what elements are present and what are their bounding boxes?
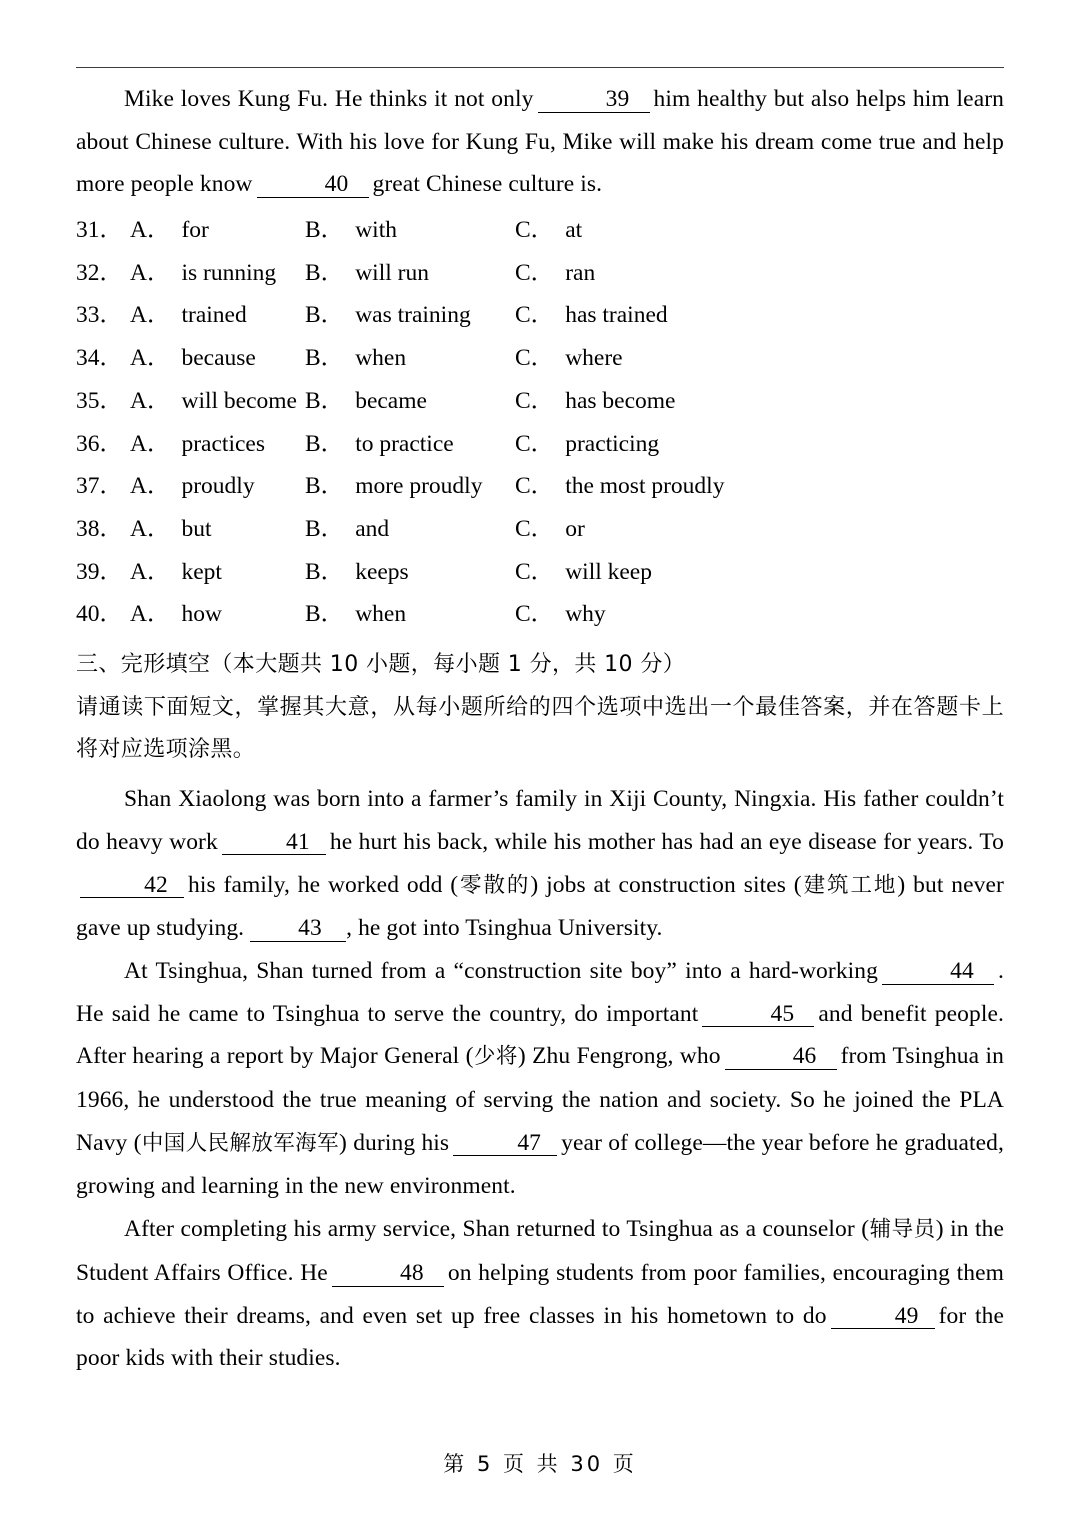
- option-row: [76, 338, 1004, 381]
- blank-41[interactable]: 41: [222, 830, 326, 856]
- option-a[interactable]: [130, 509, 305, 543]
- option-c-key: C．: [515, 430, 555, 457]
- option-b-key: B．: [305, 558, 345, 585]
- page-footer: 第 5 页 共 30 页: [443, 1452, 637, 1476]
- gloss-odd: 零散的: [458, 872, 531, 898]
- option-b[interactable]: [305, 466, 515, 500]
- option-b-label: to practice: [355, 430, 454, 457]
- passage-text: , he got into Tsinghua University.: [346, 915, 663, 942]
- option-c[interactable]: [515, 381, 675, 415]
- option-b[interactable]: [305, 338, 515, 372]
- option-b[interactable]: [305, 594, 515, 628]
- question-number: 32．: [76, 259, 123, 286]
- question-number: 36．: [76, 430, 123, 457]
- passage-text: After completing his army service, Shan returned to Tsinghua as a counselor (: [124, 1216, 870, 1243]
- option-b-label: and: [355, 515, 390, 542]
- option-b-key: B．: [305, 430, 345, 457]
- option-b[interactable]: [305, 509, 515, 543]
- cloze-tail-paragraph: [76, 78, 1004, 206]
- option-b-key: B．: [305, 473, 345, 500]
- question-number: 31．: [76, 217, 123, 244]
- passage-paragraph-3: [76, 1208, 1004, 1380]
- option-a-label: but: [181, 515, 212, 542]
- option-c-label: at: [565, 217, 583, 244]
- option-a[interactable]: [130, 466, 305, 500]
- option-c-key: C．: [515, 217, 555, 244]
- question-number: 39．: [76, 558, 123, 585]
- option-row: [76, 253, 1004, 296]
- option-c-key: C．: [515, 473, 555, 500]
- option-c-key: C．: [515, 387, 555, 414]
- passage-text: ) jobs at construction sites (: [530, 871, 802, 898]
- blank-40[interactable]: 40: [257, 172, 369, 198]
- option-a-key: A．: [130, 387, 171, 414]
- option-b-key: B．: [305, 515, 345, 542]
- question-number: 37．: [76, 473, 123, 500]
- option-a-key: A．: [130, 558, 171, 585]
- option-b-key: B．: [305, 217, 345, 244]
- option-c[interactable]: [515, 338, 623, 372]
- cloze-tail-text-1: Mike loves Kung Fu. He thinks it not only: [124, 86, 534, 112]
- gloss-counselor: 辅导员: [869, 1217, 936, 1243]
- option-c[interactable]: [515, 253, 595, 287]
- blank-48[interactable]: 48: [332, 1261, 444, 1287]
- option-b-label: when: [355, 601, 407, 628]
- blank-46[interactable]: 46: [725, 1044, 837, 1070]
- option-c[interactable]: [515, 594, 606, 628]
- option-c[interactable]: [515, 466, 724, 500]
- option-b[interactable]: [305, 210, 515, 244]
- option-row: [76, 552, 1004, 595]
- options-list: [76, 210, 1004, 637]
- option-b-key: B．: [305, 302, 345, 329]
- option-c-key: C．: [515, 345, 555, 372]
- passage-paragraph-1: [76, 778, 1004, 950]
- option-row: [76, 466, 1004, 509]
- option-a-key: A．: [130, 473, 171, 500]
- page-content: [76, 78, 1004, 1380]
- option-a-label: practices: [181, 430, 265, 457]
- option-c-key: C．: [515, 601, 555, 628]
- question-number: 40．: [76, 601, 123, 628]
- passage-text: At Tsinghua, Shan turned from a “construction site boy” into a hard-working: [124, 957, 879, 984]
- option-c-key: C．: [515, 515, 555, 542]
- option-b[interactable]: [305, 424, 515, 458]
- blank-42[interactable]: 42: [80, 873, 184, 899]
- passage-text: for the poor kids with their studies.: [76, 1302, 1005, 1372]
- option-c-label: will keep: [565, 558, 652, 585]
- option-a-label: how: [181, 601, 222, 628]
- blank-47[interactable]: 47: [453, 1131, 557, 1157]
- gloss-major-general: 少将: [473, 1044, 518, 1070]
- option-a-key: A．: [130, 302, 171, 329]
- gloss-pla-navy: 中国人民解放军海军: [141, 1130, 339, 1156]
- option-a[interactable]: [130, 552, 305, 586]
- option-row: [76, 381, 1004, 424]
- option-a-key: A．: [130, 259, 171, 286]
- option-a[interactable]: [130, 424, 305, 458]
- blank-43[interactable]: 43: [250, 916, 346, 942]
- option-a-key: A．: [130, 601, 171, 628]
- passage-text: ) Zhu Fengrong, who: [517, 1043, 721, 1070]
- passage-text: from Tsinghua in 1966, he understood the true meaning of serving the nation and society. So he joined the PLA Navy (: [76, 1043, 1004, 1156]
- passage-text: ) during his: [339, 1129, 450, 1156]
- option-c[interactable]: [515, 552, 652, 586]
- option-c-label: has trained: [565, 302, 668, 329]
- option-c[interactable]: [515, 509, 585, 543]
- option-b-label: was training: [355, 302, 471, 329]
- option-b[interactable]: [305, 295, 515, 329]
- option-row: [76, 210, 1004, 253]
- option-b-key: B．: [305, 601, 345, 628]
- option-c-label: has become: [565, 387, 676, 414]
- option-a[interactable]: [130, 295, 305, 329]
- option-a-key: A．: [130, 345, 171, 372]
- cloze-tail-text-2: him healthy but also helps him learn about Chinese culture. With his love for Kung Fu, Mike will make his dream come true and help more people know: [76, 86, 1004, 198]
- option-b-label: when: [355, 345, 407, 372]
- option-a-label: for: [181, 217, 209, 244]
- option-a-label: because: [181, 345, 256, 372]
- option-row: [76, 295, 1004, 338]
- blank-39[interactable]: 39: [538, 87, 650, 113]
- option-c-label: why: [565, 601, 606, 628]
- question-number: 34．: [76, 345, 123, 372]
- section-heading: 三、完形填空（本大题共 10 小题，每小题 1 分，共 10 分）: [76, 651, 686, 677]
- option-c-label: or: [565, 515, 585, 542]
- cloze-tail-text-3: great Chinese culture is.: [372, 171, 603, 198]
- option-b-label: will run: [355, 259, 429, 286]
- option-b[interactable]: [305, 253, 515, 287]
- blank-45[interactable]: 45: [702, 1002, 814, 1028]
- section-instruction: 请通读下面短文，掌握其大意，从每小题所给的四个选项中选出一个最佳答案，并在答题卡上将对应选项涂黑。: [76, 694, 1004, 763]
- option-a-key: A．: [130, 217, 171, 244]
- option-row: [76, 424, 1004, 467]
- option-b[interactable]: [305, 381, 515, 415]
- option-row: [76, 594, 1004, 637]
- option-c-label: the most proudly: [565, 473, 725, 500]
- option-a[interactable]: [130, 338, 305, 372]
- option-c-key: C．: [515, 558, 555, 585]
- option-c[interactable]: [515, 210, 582, 244]
- passage-text: Shan Xiaolong was born into a farmer’s family in Xiji County, Ningxia. His father couldn’t do heavy work: [76, 786, 1004, 855]
- option-b-key: B．: [305, 345, 345, 372]
- option-b-label: keeps: [355, 558, 409, 585]
- option-c-key: C．: [515, 302, 555, 329]
- option-a-label: proudly: [181, 473, 255, 500]
- option-a-label: is running: [181, 259, 277, 286]
- option-row: [76, 509, 1004, 552]
- option-b-label: became: [355, 387, 427, 414]
- passage-text: he hurt his back, while his mother has had an eye disease for years. To: [329, 828, 1004, 855]
- option-b-label: with: [355, 217, 397, 244]
- option-c-key: C．: [515, 259, 555, 286]
- blank-44[interactable]: 44: [882, 959, 994, 985]
- passage-text: on helping students from poor families, encouraging them to achieve their dreams, and even set up free classes in his hometown to do: [76, 1259, 1004, 1329]
- option-b-key: B．: [305, 259, 345, 286]
- option-a[interactable]: [130, 253, 305, 287]
- question-number: 35．: [76, 387, 123, 414]
- blank-49[interactable]: 49: [831, 1304, 935, 1330]
- option-a-label: will become: [181, 387, 297, 414]
- passage-text: ) in the Student Affairs Office. He: [76, 1216, 1004, 1286]
- passage-text: . He said he came to Tsinghua to serve the country, do important: [76, 957, 1004, 1027]
- option-c[interactable]: [515, 295, 668, 329]
- passage-text: his family, he worked odd (: [188, 871, 459, 898]
- option-a-label: kept: [181, 558, 222, 585]
- option-c-label: ran: [565, 259, 596, 286]
- option-c[interactable]: [515, 424, 659, 458]
- passage-text: and benefit people. After hearing a report by Major General (: [76, 1000, 1004, 1070]
- option-a-key: A．: [130, 430, 171, 457]
- option-a[interactable]: [130, 381, 305, 415]
- option-c-label: practicing: [565, 430, 660, 457]
- passage-text: ) but never gave up studying.: [76, 871, 1004, 942]
- option-b[interactable]: [305, 552, 515, 586]
- option-a-key: A．: [130, 515, 171, 542]
- option-b-label: more proudly: [355, 473, 483, 500]
- option-c-label: where: [565, 345, 623, 372]
- question-number: 38．: [76, 515, 123, 542]
- gloss-construction-site: 建筑工地: [801, 872, 898, 898]
- passage-paragraph-2: [76, 950, 1004, 1208]
- question-number: 33．: [76, 302, 123, 329]
- option-a-label: trained: [181, 302, 247, 329]
- option-a[interactable]: [130, 594, 305, 628]
- option-a[interactable]: [130, 210, 305, 244]
- option-b-key: B．: [305, 387, 345, 414]
- passage-text: year of college—the year before he graduated, growing and learning in the new environment.: [76, 1129, 1004, 1200]
- header-rule: [76, 67, 1004, 68]
